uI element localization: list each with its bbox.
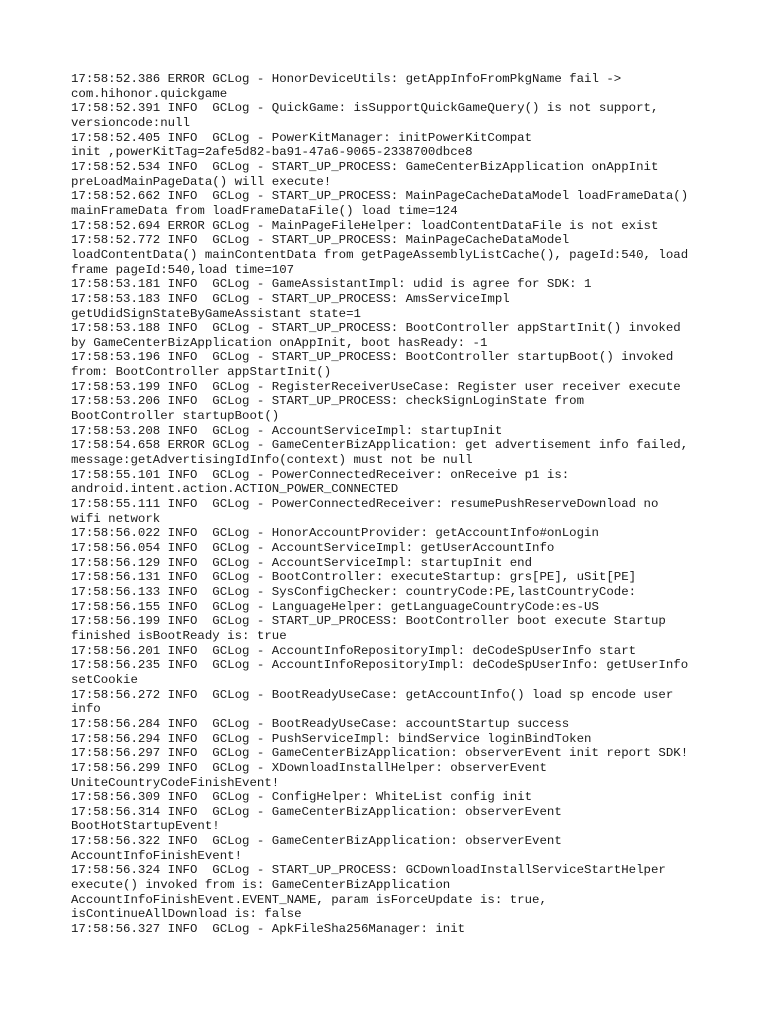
log-line: from: BootController appStartInit() — [71, 365, 332, 380]
log-line: AccountInfoFinishEvent.EVENT_NAME, param isForceUpdate is: true, — [71, 892, 547, 907]
log-line: 17:58:56.299 INFO GCLog - XDownloadInstallHelper: observerEvent — [71, 760, 547, 775]
log-line: 17:58:55.101 INFO GCLog - PowerConnectedReceiver: onReceive p1 is: — [71, 467, 570, 482]
log-line: 17:58:56.199 INFO GCLog - START_UP_PROCESS: BootController boot execute Startup — [71, 614, 666, 629]
log-line: execute() invoked from is: GameCenterBizApplication — [71, 878, 451, 893]
log-line: 17:58:52.391 INFO GCLog - QuickGame: isSupportQuickGameQuery() is not support, — [71, 101, 659, 116]
log-line: com.hihonor.quickgame — [71, 86, 228, 101]
log-line: 17:58:56.131 INFO GCLog - BootController: executeStartup: grs[PE], uSit[PE] — [71, 570, 637, 585]
log-line: 17:58:53.183 INFO GCLog - START_UP_PROCESS: AmsServiceImpl — [71, 291, 510, 306]
log-line: 17:58:56.133 INFO GCLog - SysConfigChecker: countryCode:PE,lastCountryCode: — [71, 584, 637, 599]
log-line: setCookie — [71, 672, 138, 687]
log-line: isContinueAllDownload is: false — [71, 907, 302, 922]
log-line: 17:58:56.324 INFO GCLog - START_UP_PROCESS: GCDownloadInstallServiceStartHelper — [71, 863, 666, 878]
log-line: 17:58:56.314 INFO GCLog - GameCenterBizApplication: observerEvent — [71, 804, 562, 819]
log-line: getUdidSignStateByGameAssistant state=1 — [71, 306, 361, 321]
log-line: 17:58:52.534 INFO GCLog - START_UP_PROCESS: GameCenterBizApplication onAppInit — [71, 159, 659, 174]
log-line: versioncode:null — [71, 115, 190, 130]
log-line: mainFrameData from loadFrameDataFile() load time=124 — [71, 203, 458, 218]
log-line: 17:58:52.405 INFO GCLog - PowerKitManager: initPowerKitCompat — [71, 130, 533, 145]
log-line: 17:58:53.206 INFO GCLog - START_UP_PROCESS: checkSignLoginState from — [71, 394, 585, 409]
log-line: 17:58:56.054 INFO GCLog - AccountServiceImpl: getUserAccountInfo — [71, 541, 555, 555]
log-line: 17:58:53.196 INFO GCLog - START_UP_PROCESS: BootController startupBoot() invoked — [71, 350, 674, 365]
log-line: wifi network — [71, 511, 161, 526]
log-line: UniteCountryCodeFinishEvent! — [71, 775, 280, 790]
log-line: 17:58:53.208 INFO GCLog - AccountServiceImpl: startupInit — [71, 423, 503, 438]
log-line: 17:58:52.662 INFO GCLog - START_UP_PROCESS: MainPageCacheDataModel loadFrameData() — [71, 189, 689, 204]
log-line: BootHotStartupEvent! — [71, 819, 220, 834]
log-line: 17:58:56.309 INFO GCLog - ConfigHelper: WhiteList config init — [71, 790, 533, 805]
log-line: 17:58:53.199 INFO GCLog - RegisterReceiverUseCase: Register user receiver execute — [71, 379, 681, 394]
log-line: 17:58:56.327 INFO GCLog - ApkFileSha256Manager: init — [71, 922, 466, 937]
log-line: info — [71, 702, 101, 717]
log-line: loadContentData() mainContentData from getPageAssemblyListCache(), pageId:540, load — [71, 247, 689, 262]
log-line: android.intent.action.ACTION_POWER_CONNECTED — [71, 482, 399, 497]
log-line: 17:58:52.386 ERROR GCLog - HonorDeviceUtils: getAppInfoFromPkgName fail -> — [71, 72, 622, 86]
log-line: 17:58:55.111 INFO GCLog - PowerConnectedReceiver: resumePushReserveDownload no — [71, 497, 659, 512]
log-line: 17:58:56.322 INFO GCLog - GameCenterBizApplication: observerEvent — [71, 834, 562, 849]
log-line: preLoadMainPageData() will execute! — [71, 174, 332, 189]
log-line: 17:58:52.772 INFO GCLog - START_UP_PROCESS: MainPageCacheDataModel — [71, 233, 570, 248]
log-line: 17:58:56.155 INFO GCLog - LanguageHelper: getLanguageCountryCode:es-US — [71, 599, 599, 614]
log-line: 17:58:56.235 INFO GCLog - AccountInfoRepositoryImpl: deCodeSpUserInfo: getUserInfo — [71, 658, 689, 673]
log-line: finished isBootReady is: true — [71, 628, 287, 643]
log-line: 17:58:56.294 INFO GCLog - PushServiceImpl: bindService loginBindToken — [71, 731, 592, 746]
log-line: 17:58:56.022 INFO GCLog - HonorAccountProvider: getAccountInfo#onLogin — [71, 526, 599, 541]
log-line: init ,powerKitTag=2afe5d82-ba91-47a6-9065-2338700dbce8 — [71, 145, 473, 160]
log-line: 17:58:56.129 INFO GCLog - AccountServiceImpl: startupInit end — [71, 555, 533, 570]
log-line: 17:58:52.694 ERROR GCLog - MainPageFileHelper: loadContentDataFile is not exist — [71, 218, 659, 233]
log-line: 17:58:56.284 INFO GCLog - BootReadyUseCase: accountStartup success — [71, 716, 570, 731]
log-line: AccountInfoFinishEvent! — [71, 848, 243, 863]
log-text-block — [71, 72, 711, 937]
log-line: 17:58:53.181 INFO GCLog - GameAssistantImpl: udid is agree for SDK: 1 — [71, 277, 592, 292]
log-line: 17:58:56.201 INFO GCLog - AccountInfoRepositoryImpl: deCodeSpUserInfo start — [71, 643, 637, 658]
log-line: message:getAdvertisingIdInfo(context) must not be null — [71, 453, 473, 468]
log-line: BootController startupBoot() — [71, 409, 280, 424]
log-line: 17:58:56.272 INFO GCLog - BootReadyUseCase: getAccountInfo() load sp encode user — [71, 687, 674, 702]
log-line: frame pageId:540,load time=107 — [71, 262, 295, 277]
log-line: 17:58:53.188 INFO GCLog - START_UP_PROCESS: BootController appStartInit() invoked — [71, 321, 681, 336]
log-line: 17:58:54.658 ERROR GCLog - GameCenterBizApplication: get advertisement info failed, — [71, 438, 689, 453]
log-line: by GameCenterBizApplication onAppInit, boot hasReady: -1 — [71, 335, 488, 350]
log-line: 17:58:56.297 INFO GCLog - GameCenterBizApplication: observerEvent init report SDK! — [71, 746, 689, 761]
